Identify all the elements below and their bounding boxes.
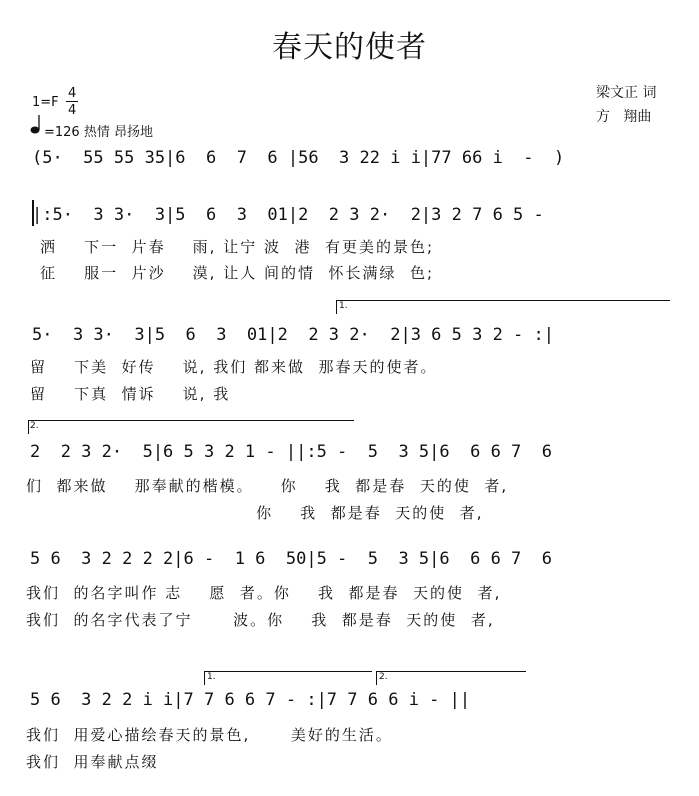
lyric-row-3-verse-2: 你 我 都是春 天的使 者, <box>26 504 484 522</box>
lyric-row-1-verse-1: 洒 下一 片春 雨, 让宁 波 港 有更美的景色; <box>40 238 435 256</box>
volta-bracket-1 <box>336 300 670 301</box>
time-signature-top: 4 <box>68 86 77 101</box>
time-signature-bottom: 4 <box>68 103 77 118</box>
music-row-5: 5 6 3 2 2 i i|7 7 6 6 7 - :|7 7 6 6 i - || <box>30 690 471 710</box>
lyric-row-1-verse-2: 征 服一 片沙 漠, 让人 间的情 怀长满绿 色; <box>40 264 435 282</box>
lyric-row-2-verse-2: 留 下真 情诉 说, 我 <box>30 385 231 403</box>
music-row-1: |:5· 3 3· 3|5 6 3 01|2 2 3 2· 2|3 2 7 6 5 - <box>32 205 544 225</box>
volta-bracket-2 <box>28 420 354 421</box>
lyric-row-2-verse-1: 留 下美 好传 说, 我们 都来做 那春天的使者。 <box>30 358 438 376</box>
tempo-marking: =126 热情 昂扬地 <box>44 125 153 140</box>
music-row-2: 5· 3 3· 3|5 6 3 01|2 2 3 2· 2|3 6 5 3 2 - :| <box>32 325 554 345</box>
volta-label-3: 1. <box>207 672 216 682</box>
volta-bracket-1-start <box>336 300 337 314</box>
volta-bracket-2-start <box>28 420 29 434</box>
volta-label-1: 1. <box>339 301 348 311</box>
volta-bracket-4 <box>376 671 526 672</box>
key-signature: 1=F <box>32 95 59 110</box>
time-signature-bar <box>66 101 78 102</box>
lyric-row-5-verse-2: 我们 用奉献点缀 <box>26 753 159 771</box>
lyricist-credit: 梁文正 词 <box>596 85 657 101</box>
volta-label-2: 2. <box>30 421 39 431</box>
volta-label-4: 2. <box>379 672 388 682</box>
lyric-row-5-verse-1: 我们 用爱心描绘春天的景色, 美好的生活。 <box>26 726 393 744</box>
music-row-intro: (5· 55 55 35|6 6 7 6 |56 3 22 i i|77 66 i - ) <box>32 148 565 168</box>
volta-bracket-3 <box>204 671 372 672</box>
volta-bracket-3-start <box>204 671 205 685</box>
song-title: 春天的使者 <box>272 30 427 65</box>
lyric-row-4-verse-2: 我们 的名字代表了宁 波。你 我 都是春 天的使 者, <box>26 611 495 629</box>
composer-credit: 方 翔曲 <box>596 109 652 125</box>
music-row-4: 5 6 3 2 2 2 2|6 - 1 6 50|5 - 5 3 5|6 6 6 7 6 <box>30 549 552 569</box>
quarter-note-icon <box>30 113 42 135</box>
music-row-3: 2 2 3 2· 5|6 5 3 2 1 - ||:5 - 5 3 5|6 6 6 7 6 <box>30 442 552 462</box>
volta-bracket-4-start <box>376 671 377 685</box>
lyric-row-3-verse-1: 们 都来做 那奉献的楷模。 你 我 都是春 天的使 者, <box>26 477 509 495</box>
lyric-row-4-verse-1: 我们 的名字叫作 志 愿 者。你 我 都是春 天的使 者, <box>26 584 502 602</box>
